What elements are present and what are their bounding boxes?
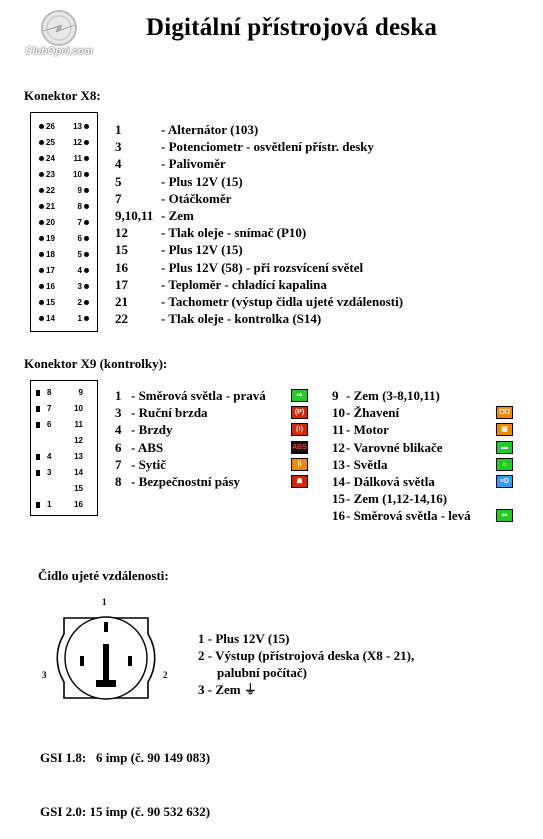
x8-pin-right: [78, 282, 91, 291]
x9-item-desc: - Varovné blikače: [346, 439, 443, 455]
x8-pin-row: [31, 247, 97, 263]
x9-heading: Konektor X9 (kontrolky):: [24, 356, 168, 371]
x8-pin-list: [115, 122, 535, 342]
x8-item-desc: - Teploměr - chladící kapalina: [161, 276, 327, 292]
x9-pin-row: [31, 465, 97, 481]
x8-pin-left: [37, 122, 55, 131]
x8-pin-right-number: 10: [73, 170, 82, 179]
x8-item-desc: - Palivoměr: [161, 156, 226, 172]
x8-item-pin: 16: [115, 259, 128, 275]
sensor-diagram: [56, 610, 156, 711]
x9-pin-row: [31, 417, 97, 433]
x9-item-pin: 9: [332, 388, 339, 403]
x9-item-desc: - Dálková světla: [346, 474, 435, 489]
x8-pin-right-number: 3: [77, 282, 82, 291]
x9-item-desc: - Světla: [346, 456, 388, 472]
x8-pin-left-number: 20: [46, 218, 55, 227]
x9-pin-row: [31, 433, 97, 449]
x8-pin-left-number: 14: [46, 314, 55, 323]
x8-pin-left: [37, 138, 55, 147]
x9-item-pin: 14: [332, 474, 345, 489]
high-beam-icon: ≡D: [496, 475, 513, 488]
x9-pin-right: [74, 500, 83, 509]
x9-item-pin: 6: [115, 439, 122, 455]
x8-pin-row: [31, 199, 97, 215]
x9-item-pin: 16: [332, 508, 345, 524]
x9-item-pin: 3: [115, 405, 122, 421]
x8-pin-right-number: 4: [77, 266, 82, 275]
x8-pin-row: [31, 151, 97, 167]
x8-pin-row: [31, 311, 97, 327]
x9-pin-right: [74, 404, 83, 413]
x9-pin-right-number: 9: [78, 388, 83, 397]
sensor-pin-3-label: 3: [42, 670, 47, 680]
x9-item-desc: - Zem (1,12-14,16): [346, 491, 448, 507]
arrow-left-icon: ⇦: [496, 509, 513, 522]
x8-item-desc: - Zem: [161, 208, 194, 223]
x8-pin-left-number: 18: [46, 250, 55, 259]
x9-item-desc: - Směrová světla - pravá: [131, 388, 266, 403]
x9-pin-row: [31, 401, 97, 417]
x9-item-desc: - Brzdy: [131, 422, 173, 438]
x9-item-desc: - ABS: [131, 439, 164, 455]
x9-left-list: [115, 388, 315, 518]
x9-pin-right: [79, 388, 83, 397]
x9-connector: [30, 380, 98, 516]
x8-pin-row: [31, 183, 97, 199]
x8-item-desc: - Potenciometr - osvětlení přístr. desky: [161, 139, 375, 155]
x8-item-desc: - Tachometr (výstup čidla ujeté vzdálenosti): [161, 294, 404, 309]
x8-pin-left: [37, 298, 55, 307]
x9-pin-left-number: 8: [47, 388, 52, 397]
x8-pin-left: [37, 218, 55, 227]
x9-item-pin: 13: [332, 456, 345, 472]
x8-connector: [30, 112, 98, 332]
glow-plug-icon: ᘮᘮ: [496, 406, 513, 419]
x9-item-pin: 4: [115, 422, 122, 438]
sensor-heading: Čidlo ujeté vzdálenosti:: [38, 568, 169, 583]
x8-pin-left-number: 21: [46, 202, 55, 211]
x9-pin-left-number: 6: [47, 420, 52, 429]
x8-pin-right-number: 2: [77, 298, 82, 307]
x9-pin-left: [33, 388, 51, 397]
x9-pin-left-number: 4: [47, 452, 52, 461]
x8-item-pin: 9,10,11: [115, 208, 154, 223]
x9-pin-right: [75, 420, 83, 429]
x9-pin-right: [74, 452, 83, 461]
x9-pin-left: [33, 500, 51, 509]
x9-item-desc: - Zem (3-8,10,11): [346, 388, 440, 403]
x8-pin-right-number: 5: [77, 250, 82, 259]
x8-item-desc: - Plus 12V (58) - při rozsvícení světel: [161, 259, 364, 275]
x9-item-desc: - Bezpečnostní pásy: [131, 474, 241, 489]
x8-pin-right-number: 9: [77, 186, 82, 195]
x9-item-desc: - Motor: [346, 422, 389, 438]
x8-pin-right: [78, 298, 91, 307]
sensor-legend: [198, 630, 414, 698]
x8-pin-left: [37, 170, 55, 179]
x8-item-desc: - Tlak oleje - kontrolka (S14): [161, 311, 322, 327]
x8-pin-row: [31, 279, 97, 295]
x9-pin-left: [33, 436, 51, 445]
hazard-icon: ▬: [496, 441, 513, 454]
x8-pin-right: [78, 266, 91, 275]
x8-pin-left-number: 19: [46, 234, 55, 243]
x9-right-list: [332, 388, 537, 538]
x9-pin-right-number: 16: [74, 500, 83, 509]
x9-pin-right: [74, 436, 83, 445]
x8-pin-right: [78, 186, 91, 195]
x8-pin-left: [37, 250, 55, 259]
x9-pin-row: [31, 481, 97, 497]
x9-pin-right: [74, 468, 83, 477]
x8-item-pin: 22: [115, 311, 128, 327]
x9-pin-left-number: 3: [47, 468, 52, 477]
sensor-item-3: 3 - Zem ⏚: [198, 682, 257, 697]
x8-pin-left-number: 16: [46, 282, 55, 291]
x8-item-pin: 5: [115, 173, 122, 189]
gsi-notes: [40, 713, 210, 839]
x8-pin-left: [37, 234, 55, 243]
x8-pin-right: [78, 234, 91, 243]
x9-item-pin: 7: [115, 456, 122, 472]
x8-pin-left: [37, 266, 55, 275]
x8-pin-left: [37, 282, 55, 291]
x8-item-pin: 17: [115, 276, 128, 292]
x8-pin-left-number: 15: [46, 298, 55, 307]
x9-pin-right-number: 14: [74, 468, 83, 477]
x8-pin-right: [73, 138, 91, 147]
x9-pin-left: [33, 484, 51, 493]
x9-pin-row: [31, 449, 97, 465]
x8-pin-left: [37, 202, 55, 211]
x8-item-pin: 4: [115, 156, 122, 172]
x8-pin-left: [37, 314, 55, 323]
x9-item-desc: - Směrová světla - levá: [346, 508, 471, 524]
x9-item-pin: 1: [115, 388, 122, 403]
x8-pin-left-number: 26: [46, 122, 55, 131]
gsi-20-line: GSI 2.0: 15 imp (č. 90 532 632): [40, 804, 211, 819]
x8-pin-left-number: 17: [46, 266, 55, 275]
sensor-item-2-cont: palubní počítač): [217, 665, 307, 680]
x8-item-desc: - Plus 12V (15): [161, 173, 243, 189]
x9-item-pin: 15: [332, 491, 345, 507]
x9-pin-right-number: 15: [74, 484, 83, 493]
x8-pin-right: [78, 202, 91, 211]
handbrake-icon: (P): [291, 406, 308, 419]
x9-item-desc: - Sytič: [131, 456, 167, 472]
choke-icon: |\: [291, 458, 308, 471]
x8-item-desc: - Alternátor (103): [161, 122, 259, 137]
x9-item-pin: 11: [332, 422, 345, 438]
x8-pin-right: [78, 218, 91, 227]
arrow-right-icon: ⇨: [291, 389, 308, 402]
x8-pin-row: [31, 135, 97, 151]
x9-pin-right-number: 10: [74, 404, 83, 413]
lights-icon: ☼: [496, 458, 513, 471]
x8-item-pin: 1: [115, 122, 122, 137]
x9-item-desc: - Žhavení: [346, 405, 400, 421]
x8-pin-right: [73, 170, 91, 179]
x8-pin-left-number: 22: [46, 186, 55, 195]
x8-pin-right-number: 12: [73, 138, 82, 147]
page-title: Digitální přístrojová deska: [145, 14, 438, 41]
x8-pin-right: [78, 314, 91, 323]
abs-icon: ABS: [291, 441, 308, 454]
x8-pin-right: [74, 154, 91, 163]
brake-icon: (!): [291, 423, 308, 436]
x8-pin-right-number: 13: [73, 122, 82, 131]
x8-pin-row: [31, 231, 97, 247]
x9-pin-left-number: 1: [47, 500, 52, 509]
x9-pin-right-number: 11: [74, 420, 83, 429]
x9-pin-left-number: 7: [47, 404, 52, 413]
x9-pin-left: [33, 452, 51, 461]
x9-pin-left: [33, 468, 51, 477]
x8-item-pin: 12: [115, 225, 128, 241]
x9-item-pin: 12: [332, 439, 345, 455]
x9-pin-left: [33, 404, 51, 413]
x8-pin-left: [37, 186, 55, 195]
x8-heading: Konektor X8:: [24, 88, 101, 103]
x9-pin-right: [74, 484, 83, 493]
x9-item-pin: 10: [332, 405, 345, 421]
x9-pin-left: [33, 420, 51, 429]
engine-icon: ▣: [496, 423, 513, 436]
x8-pin-right-number: 11: [73, 154, 82, 163]
x9-pin-right-number: 13: [74, 452, 83, 461]
sensor-pin-2-label: 2: [163, 670, 168, 680]
x8-pin-row: [31, 263, 97, 279]
x8-item-desc: - Otáčkoměr: [161, 190, 232, 206]
x8-pin-left-number: 24: [46, 154, 55, 163]
gsi-18-line: GSI 1.8: 6 imp (č. 90 149 083): [40, 750, 211, 765]
logo-text: ClubOpel.com: [25, 46, 93, 57]
x8-pin-left-number: 23: [46, 170, 55, 179]
x8-pin-left: [37, 154, 55, 163]
x8-pin-right: [78, 250, 91, 259]
x9-pin-right-number: 12: [74, 436, 83, 445]
x8-item-desc: - Tlak oleje - snímač (P10): [161, 225, 307, 241]
x8-item-pin: 7: [115, 190, 122, 206]
x8-pin-right-number: 1: [77, 314, 82, 323]
x9-pin-row: [31, 497, 97, 513]
x9-item-desc: - Ruční brzda: [131, 405, 208, 421]
sensor-pin-1-label: 1: [102, 597, 107, 607]
x8-pin-left-number: 25: [46, 138, 55, 147]
x8-item-pin: 21: [115, 294, 128, 309]
x8-item-desc: - Plus 12V (15): [161, 242, 243, 258]
x8-item-pin: 15: [115, 242, 128, 258]
sensor-item-1: 1 - Plus 12V (15): [198, 631, 290, 646]
x8-pin-row: [31, 119, 97, 135]
sensor-item-2: 2 - Výstup (přístrojová deska (X8 - 21),: [198, 648, 415, 663]
x8-pin-right-number: 8: [77, 202, 82, 211]
x8-pin-row: [31, 295, 97, 311]
x8-pin-row: [31, 167, 97, 183]
x8-pin-right-number: 7: [77, 218, 82, 227]
seatbelt-icon: ☗: [291, 475, 308, 488]
x8-pin-right-number: 6: [77, 234, 82, 243]
x9-pin-row: [31, 385, 97, 401]
x8-pin-row: [31, 215, 97, 231]
x8-pin-right: [73, 122, 91, 131]
x9-item-pin: 8: [115, 474, 122, 489]
x8-item-pin: 3: [115, 139, 122, 155]
